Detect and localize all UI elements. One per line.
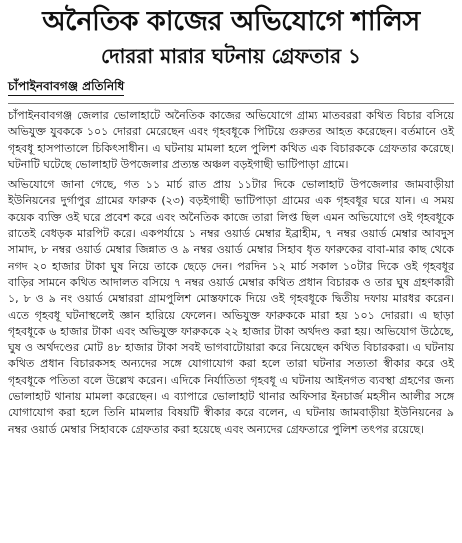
byline: চাঁপাইনবাবগঞ্জ প্রতিনিধি	[8, 77, 124, 96]
paragraph: অভিযোগে জানা গেছে, গত ১১ মার্চ রাত প্রায় ১১টার দিকে ভোলাহাট উপজেলার জামবাড়ীয়া ইউনিয়নের দুর্গাপুর গ্রামের ফারুক (২৩) বড়ইগাছী ভাটিপাড়া গ্রামের এক গৃহবধূর ঘরে যান। এ সময় কয়েক ব্যক্তি ওই ঘরে প্রবেশ করে এবং অনৈতিক কাজে তারা লিপ্ত ছিল এমন অভিযোগে ওই গৃহবধূকে রাতেই বেধড়ক মারপিট করে। একপর্যায়ে ১ নম্বর ওয়ার্ড মেম্বার ইব্রাহীম, ৭ নম্বর ওয়ার্ড মেম্বার আবদুস সামাদ, ৮ নম্বর ওয়ার্ড মেম্বার জিন্নাত ও ৯ নম্বর ওয়ার্ড মেম্বার সিহাব ধৃত ফারুকের বাবা-মার কাছ থেকে নগদ ২০ হাজার টাকা ঘুষ নিয়ে তাকে ছেড়ে দেন। পরদিন ১২ মার্চ সকাল ১০টার দিকে ওই গৃহবধূর বাড়ির সামনে কথিত আদালত বসিয়ে ৭ নম্বর ওয়ার্ড মেম্বার কথিত প্রধান বিচারক ও তার ঘুষ গ্রহণকারী ১, ৮ ও ৯ নং ওয়ার্ড মেম্বাররা গ্রামপুলিশ মোস্তফাকে দিয়ে ওই গৃহবধূকে দ্বিতীয় দফায় মারধর করেন। এতে গৃহবধূ ঘটনাস্থলেই জ্ঞান হারিয়ে ফেলেন। অভিযুক্ত ফারুককে মারা হয় ১০১ দোররা। এ ছাড়া গৃহবধূকে ৬ হাজার টাকা এবং অভিযুক্ত ফারুককে ২২ হাজার টাকা অর্থদণ্ড করা হয়। অভিযোগ উঠেছে, ঘুষ ও অর্থদণ্ডের মোট ৪৮ হাজার টাকা সবই ভাগবাটোয়ারা করে নিয়েছেন কথিত বিচারকরা। এ ঘটনায় কথিত প্রধান বিচারকসহ অন্যদের সঙ্গে যোগাযোগ করা হলে তারা ঘটনার সত্যতা স্বীকার করে ওই গৃহবধূকে পতিতা বলে উল্লেখ করেন। এদিকে নির্যাতিতা গৃহবধূ এ ঘটনায় আইনগত ব্যবস্থা গ্রহণের জন্য ভোলাহাট থানায় মামলা করেছেন। এ ব্যাপারে ভোলাহাট থানার অফিসার ইনচার্জ মহসীন আলীর সঙ্গে যোগাযোগ করা হলে তিনি মামলার বিষয়টি স্বীকার করে বলেন, এ ঘটনায় জামবাড়ীয়া ইউনিয়নের ৯ নম্বর ওয়ার্ড মেম্বার সিহাবকে গ্রেফতার করা হয়েছে এবং অন্যদের গ্রেফতারে পুলিশ তৎপর রয়েছে।	[8, 178, 454, 436]
paragraph: চাঁপাইনবাবগঞ্জ জেলার ভোলাহাটে অনৈতিক কাজের অভিযোগে গ্রাম্য মাতবররা কথিত বিচার বসিয়ে অভিযুক্ত যুবককে ১০১ দোররা মেরেছেন এবং গৃহবধূকে পিটিয়ে গুরুতর আহত করেছেন। বর্তমানে ওই গৃহবধূ হাসপাতালে চিকিৎসাধীন। এ ঘটনায় মামলা হলে পুলিশ কথিত এক বিচারককে গ্রেফতার করেছে। ঘটনাটি ঘটেছে ভোলাহাট উপজেলার প্রত্যন্ত অঞ্চল বড়ইগাছী ভাটিপাড়া গ্রামে।	[8, 109, 454, 171]
divider	[8, 103, 454, 104]
article-body	[8, 108, 454, 438]
headline: অনৈতিক কাজের অভিযোগে শালিস	[42, 6, 420, 37]
subheadline: দোররা মারার ঘটনায় গ্রেফতার ১	[100, 44, 362, 68]
